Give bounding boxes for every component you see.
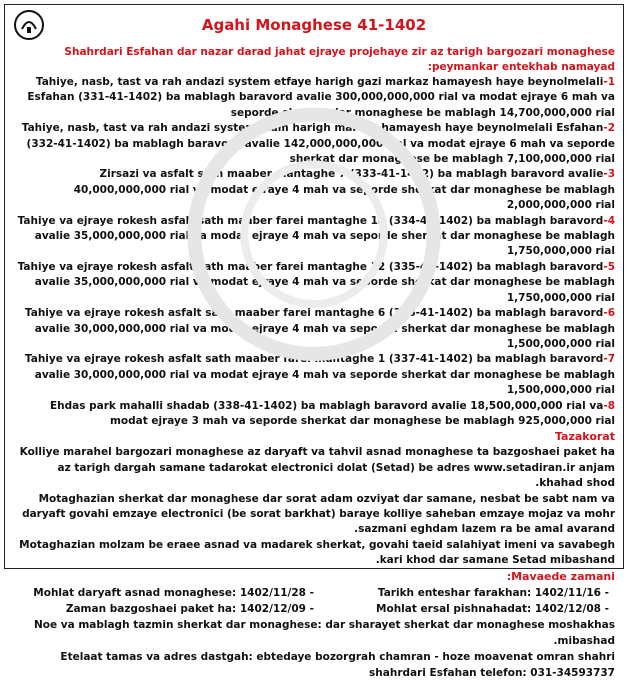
note-paragraph: Motaghazian sherkat dar monaghese dar sorat adam ozviyat dar samane, nesbat be sabt nam va daryaft govahi emzaye electronici (be sorat barkhat) baraye kolliye saheban emzaye mojaz va mohr sazmani eghdam lazem ra be amal avarand.: [22, 492, 615, 536]
note-paragraph: Motaghazian molzam be eraee asnad va madarek sherkat, govahi taeid salahiyat imeni va savabegh kari khod dar samane Setad mibashand.: [19, 538, 615, 567]
intro-text: Shahrdari Esfahan dar nazar darad jahat ejraye projehaye zir az tarigh bargozari monaghese peymankar entekhab namayad:: [64, 46, 615, 73]
tender-notice: [4, 4, 624, 679]
date-entry: - Zaman bazgoshaei paket ha: 1402/12/09: [65, 602, 314, 615]
header: [5, 5, 623, 45]
tender-item: 6-Tahiye va ejraye rokesh asfalt sath maaber farei mantaghe 6 (336-41-1402) ba mablagh baravord avalie 30,000,000,000 rial va modat ejraye 4 mah va seporde sherkat dar monaghese be mablagh 1,500,000,000 rial: [24, 307, 615, 350]
tender-item: 1-Tahiye, nasb, tast va rah andazi system etfaye harigh gazi markaz hamayesh haye beynolmelali Esfahan (331-41-1402) ba mablagh baravord avalie 300,000,000,000 rial va modat ejraye 6 mah va seporde sherkat dar monaghese be mablagh 14,700,000,000 rial: [27, 76, 615, 119]
municipality-logo-icon: [13, 9, 45, 41]
tender-items: [5, 75, 623, 429]
note-paragraph: Kolliye marahel bargozari monaghese az daryaft va tahvil asnad monaghese ta bazgoshaei paket ha az tarigh dargah samane tadarokat electronici dolat (Setad) be adres www.setadiran.ir anjam khahad shod.: [19, 446, 615, 490]
dates-row: [19, 585, 609, 601]
dates-title: Mavaede zamani:: [506, 569, 615, 583]
tender-item: 8-Ehdas park mahalli shadab (338-41-1402) ba mablagh baravord avalie 18,500,000,000 rial va modat ejraye 3 mah va seporde sherkat dar monaghese be mablagh 925,000,000 rial: [49, 399, 615, 427]
tender-item: 2-Tahiye, nasb, tast va rah andazi system elam harigh markaz hamayesh haye beynolmelali Esfahan (332-41-1402) ba mablagh baravord avalie 142,000,000,000 rial va modat ejraye 6 mah va seporde sherkat dar monaghese be mablagh 7,100,000,000 rial: [21, 122, 615, 166]
date-entry: - Tarikh enteshar farakhan: 1402/11/16: [377, 586, 609, 599]
notice-title: Agahi Monaghese 41-1402: [201, 16, 427, 34]
dates-row: [19, 601, 609, 617]
tender-item: 3-Zirsazi va asfalt sath maaber mantaghe 7 (333-41-1402) ba mablagh baravord avalie 40,000,000,000 rial va modat ejraye 4 mah va seporde sherkat dar monaghese be mablagh 2,000,000,000 rial: [73, 168, 615, 212]
dates-table: [5, 585, 623, 617]
guarantee-text: Noe va mablagh tazmin sherkat dar monaghese: dar sharayet sherkat dar monaghese moshakhas mibashad.: [33, 618, 615, 647]
contact-text: Etelaat tamas va adres dastgah: ebtedaye bozorgrah chamran - hoze moavenat omran shahri shahrdari Esfahan telefon: 031-34593737: [60, 650, 615, 679]
tender-item: 4-Tahiye va ejraye rokesh asfalt sath maaber farei mantaghe 13 (334-41-1402) ba mablagh baravord avalie 35,000,000,000 rial va modat ejraye 4 mah va seporde sherkat dar monaghese be mablagh 1,750,000,000 rial: [17, 214, 615, 258]
notes-title: Tazakorat: [554, 430, 615, 444]
date-entry: - Mohlat daryaft asnad monaghese: 1402/11/28: [33, 586, 314, 599]
date-entry: - Mohlat ersal pishnahadat: 1402/12/08: [376, 602, 609, 615]
tender-item: 7-Tahiye va ejraye rokesh asfalt sath maaber farei mantaghe 1 (337-41-1402) ba mablagh baravord avalie 30,000,000,000 rial va modat ejraye 4 mah va seporde sherkat dar monaghese be mablagh 1,500,000,000 rial: [24, 353, 615, 397]
tender-item: 5-Tahiye va ejraye rokesh asfalt sath maaber farei mantaghe 12 (335-41-1402) ba mablagh baravord avalie 35,000,000,000 rial va modat ejraye 4 mah va seporde sherkat dar monaghese be mablagh 1,750,000,000 rial: [17, 260, 615, 304]
